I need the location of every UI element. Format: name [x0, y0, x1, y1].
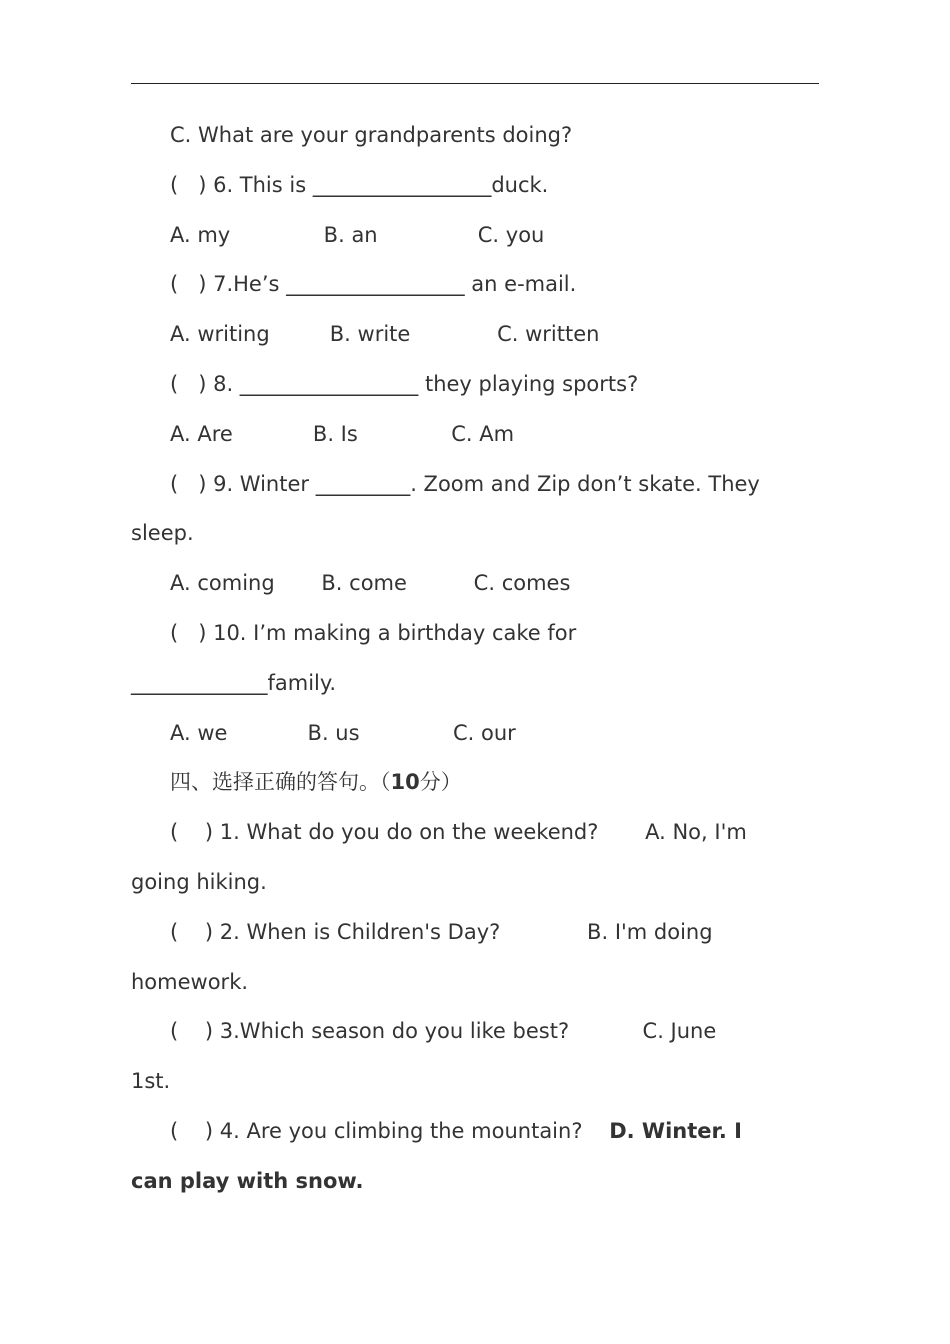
match-question-4-text: ( ) 4. Are you climbing the mountain?	[170, 1118, 610, 1143]
match-question-2: ( ) 2. When is Children's Day? B. I'm doing	[170, 919, 713, 944]
option-line: C. What are your grandparents doing?	[170, 123, 573, 147]
options-10: A. we B. us C. our	[170, 720, 516, 745]
match-answer-a-continued: going hiking.	[131, 869, 267, 894]
question-10-continued: _____________family.	[131, 670, 336, 695]
section-heading-pre: 四、选择正确的答句。（	[170, 770, 391, 795]
match-question-4	[131, 1107, 819, 1157]
options-7: A. writing B. write C. written	[170, 322, 600, 347]
header-rule	[131, 83, 819, 84]
question-7: ( ) 7.He’s _________________ an e-mail.	[170, 272, 577, 297]
question-10: ( ) 10. I’m making a birthday cake for	[170, 620, 577, 645]
options-9: A. coming B. come C. comes	[170, 571, 571, 596]
section-heading	[131, 758, 819, 808]
question-6: ( ) 6. This is _________________duck.	[170, 172, 549, 197]
match-answer-d-continued: can play with snow.	[131, 1168, 364, 1193]
worksheet-content	[131, 111, 819, 1207]
options-8: A. Are B. Is C. Am	[170, 421, 515, 446]
match-answer-b-continued: homework.	[131, 969, 249, 994]
question-9-continued: sleep.	[131, 521, 194, 546]
match-answer-c-continued: 1st.	[131, 1069, 171, 1094]
match-question-3: ( ) 3.Which season do you like best? C. June	[170, 1019, 717, 1044]
options-6: A. my B. an C. you	[170, 222, 545, 247]
match-answer-d: D. Winter. I	[609, 1118, 742, 1143]
match-question-1: ( ) 1. What do you do on the weekend? A. No, I'm	[170, 820, 747, 845]
section-heading-post: 分）	[419, 770, 462, 795]
question-9: ( ) 9. Winter _________. Zoom and Zip don’t skate. They	[170, 471, 760, 496]
question-8: ( ) 8. _________________ they playing sports?	[170, 371, 639, 396]
section-heading-score: 10	[390, 770, 420, 795]
